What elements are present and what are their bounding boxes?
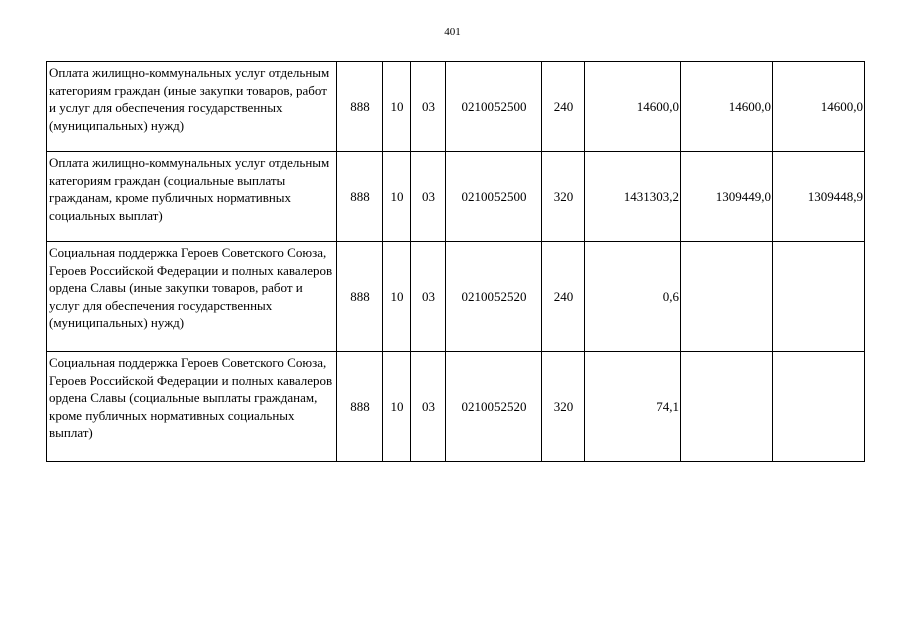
row-description: Социальная поддержка Героев Советского Союза, Героев Российской Федерации и полных кавалеров ордена Славы (социальные выплаты гражданам, кроме публичных нормативных социальных выплат)	[47, 352, 337, 462]
subsection-code: 03	[411, 242, 446, 352]
ministry-code: 888	[337, 242, 383, 352]
amount-year-3: 1309448,9	[773, 152, 865, 242]
expense-type-code: 240	[542, 62, 585, 152]
subsection-code: 03	[411, 152, 446, 242]
amount-year-3	[773, 352, 865, 462]
target-article-code: 0210052520	[446, 352, 542, 462]
row-description: Оплата жилищно-коммунальных услуг отдельным категориям граждан (социальные выплаты гражданам, кроме публичных нормативных социальных выплат)	[47, 152, 337, 242]
amount-year-3	[773, 242, 865, 352]
target-article-code: 0210052500	[446, 152, 542, 242]
ministry-code: 888	[337, 352, 383, 462]
target-article-code: 0210052500	[446, 62, 542, 152]
amount-year-1: 14600,0	[585, 62, 681, 152]
table-row	[47, 242, 865, 352]
table-row	[47, 352, 865, 462]
section-code: 10	[383, 352, 411, 462]
amount-year-3: 14600,0	[773, 62, 865, 152]
page-number: 401	[444, 26, 461, 38]
section-code: 10	[383, 242, 411, 352]
ministry-code: 888	[337, 62, 383, 152]
row-description: Оплата жилищно-коммунальных услуг отдельным категориям граждан (иные закупки товаров, работ и услуг для обеспечения государственных (муниципальных) нужд)	[47, 62, 337, 152]
amount-year-2	[681, 242, 773, 352]
amount-year-2	[681, 352, 773, 462]
amount-year-1: 0,6	[585, 242, 681, 352]
section-code: 10	[383, 152, 411, 242]
expense-type-code: 240	[542, 242, 585, 352]
amount-year-2: 14600,0	[681, 62, 773, 152]
amount-year-1: 74,1	[585, 352, 681, 462]
budget-table	[46, 61, 865, 462]
row-description: Социальная поддержка Героев Советского Союза, Героев Российской Федерации и полных кавалеров ордена Славы (иные закупки товаров, работ и услуг для обеспечения государственных (муниципальных) нужд)	[47, 242, 337, 352]
section-code: 10	[383, 62, 411, 152]
subsection-code: 03	[411, 352, 446, 462]
amount-year-1: 1431303,2	[585, 152, 681, 242]
table-row	[47, 62, 865, 152]
target-article-code: 0210052520	[446, 242, 542, 352]
ministry-code: 888	[337, 152, 383, 242]
table-row	[47, 152, 865, 242]
expense-type-code: 320	[542, 352, 585, 462]
amount-year-2: 1309449,0	[681, 152, 773, 242]
subsection-code: 03	[411, 62, 446, 152]
expense-type-code: 320	[542, 152, 585, 242]
